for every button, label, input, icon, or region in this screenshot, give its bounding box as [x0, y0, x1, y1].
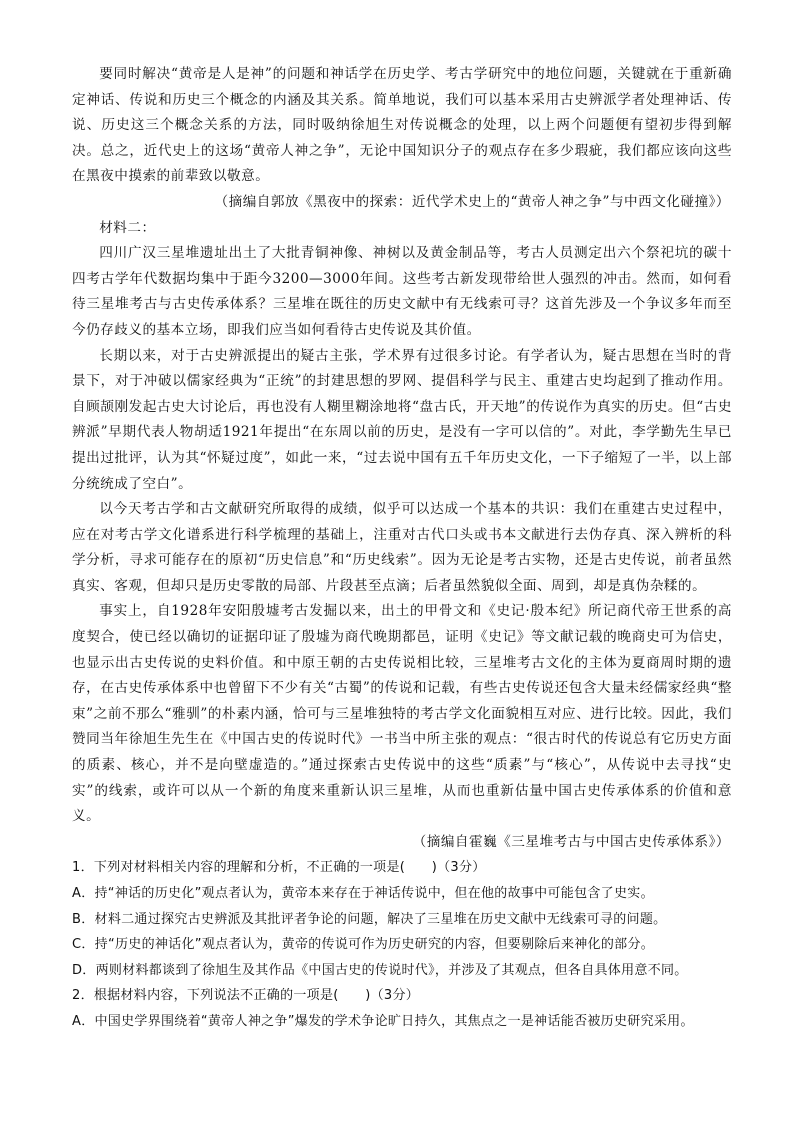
exam-page [72, 62, 732, 1035]
material2-paragraph: 事实上，自1928年安阳殷墟考古发掘以来，出土的甲骨文和《史记·殷本纪》所记商代帝王世系的高度契合，使已经以确切的证据印证了殷墟为商代晚期都邑，证明《史记》等文献记载的晚商史可为信史，也显示出古史传说的史料价值。和中原王朝的古史传说相比较，三星堆考古文化的主体为夏商周时期的遗存，在古史传承体系中也曾留下不少有关“古蜀”的传说和记载，有些古史传说还包含大量未经儒家经典“整束”之前不那么“雅驯”的朴素内涵，恰可与三星堆独特的考古学文化面貌相互对应、进行比较。因此，我们赞同当年徐旭生先生在《中国古史的传说时代》一书当中所主张的观点：“很古时代的传说总有它历史方面的质素、核心，并不是向壁虚造的。”通过探索古史传说中的这些“质素”与“核心”，从传说中去寻找“史实”的线索，或许可以从一个新的角度来重新认识三星堆，从而也重新估量中国古史传承体系的价值和意义。 [72, 603, 732, 825]
material2-paragraph: 四川广汉三星堆遗址出土了大批青铜神像、神树以及黄金制品等，考古人员测定出六个祭祀坑的碳十四考古学年代数据均集中于距今3200—3000年间。这些考古新发现带给世人强烈的冲击。然而，如何看待三星堆考古与古史传承体系？三星堆在既往的历史文献中有无线索可寻？这首先涉及一个争议多年而至今仍存歧义的基本立场，即我们应当如何看待古史传说及其价值。 [72, 245, 732, 338]
question-1-option-b: B．材料二通过探究古史辨派及其批评者争论的问题，解决了三星堆在历史文献中无线索可寻的问题。 [72, 911, 667, 927]
question-2-stem: 2．根据材料内容，下列说法不正确的一项是( )（3分） [72, 988, 420, 1004]
question-1-option-d: D．两则材料都谈到了徐旭生及其作品《中国古史的传说时代》，并涉及了其观点，但各自具体用意不同。 [72, 962, 688, 978]
material2-paragraph: 以今天考古学和古文献研究所取得的成绩，似乎可以达成一个基本的共识：我们在重建古史过程中，应在对考古学文化谱系进行科学梳理的基础上，注重对古代口头或书本文献进行去伪存真、深入辨析的科学分析，寻求可能存在的原初“历史信息”和“历史线索”。因为无论是考古实物，还是古史传说，前者虽然真实、客观，但却只是历史零散的局部、片段甚至点滴；后者虽然貌似全面、周到，却是真伪杂糅的。 [72, 501, 732, 594]
question-1-stem: 1．下列对材料相关内容的理解和分析，不正确的一项是( )（3分） [72, 860, 486, 876]
material2-source: （摘编自霍巍《三星堆考古与中国古史传承体系》） [412, 833, 730, 850]
question-2-option-a: A．中国史学界围绕着“黄帝人神之争”爆发的学术争论旷日持久，其焦点之一是神话能否被历史研究采用。 [72, 1013, 694, 1029]
material2-paragraph: 长期以来，对于古史辨派提出的疑古主张，学术界有过很多讨论。有学者认为，疑古思想在当时的背景下，对于冲破以儒家经典为“正统”的封建思想的罗网、提倡科学与民主、重建古史均起到了推动作用。自顾颉刚发起古史大讨论后，再也没有人糊里糊涂地将“盘古氏，开天地”的传说作为真实的历史。但“古史辨派”早期代表人物胡适1921年提出“在东周以前的历史，是没有一字可以信的”。对此，李学勤先生早已提出过批评，认为其“怀疑过度”，如此一来，“过去说中国有五千年历史文化，一下子缩短了一半，以上部分统统成了空白”。 [72, 347, 732, 492]
question-1-option-c: C．持“历史的神话化”观点者认为，黄帝的传说可作为历史研究的内容，但要剔除后来神化的部分。 [72, 937, 655, 953]
material1-source: （摘编自郭放《黑夜中的探索：近代学术史上的“黄帝人神之争”与中西文化碰撞》） [214, 193, 730, 210]
material2-heading: 材料二： [99, 219, 156, 236]
question-1-option-a: A．持“神话的历史化”观点者认为，黄帝本来存在于神话传说中，但在他的故事中可能包含了史实。 [72, 886, 654, 901]
material1-paragraph: 要同时解决“黄帝是人是神”的问题和神话学在历史学、考古学研究中的地位问题，关键就在于重新确定神话、传说和历史三个概念的内涵及其关系。简单地说，我们可以基本采用古史辨派学者处理神话、传说、历史这三个概念关系的方法，同时吸纳徐旭生对传说概念的处理，以上两个问题便有望初步得到解决。总之，近代史上的这场“黄帝人神之争”，无论中国知识分子的观点存在多少瑕疵，我们都应该向这些在黑夜中摸索的前辈致以敬意。 [72, 66, 732, 185]
